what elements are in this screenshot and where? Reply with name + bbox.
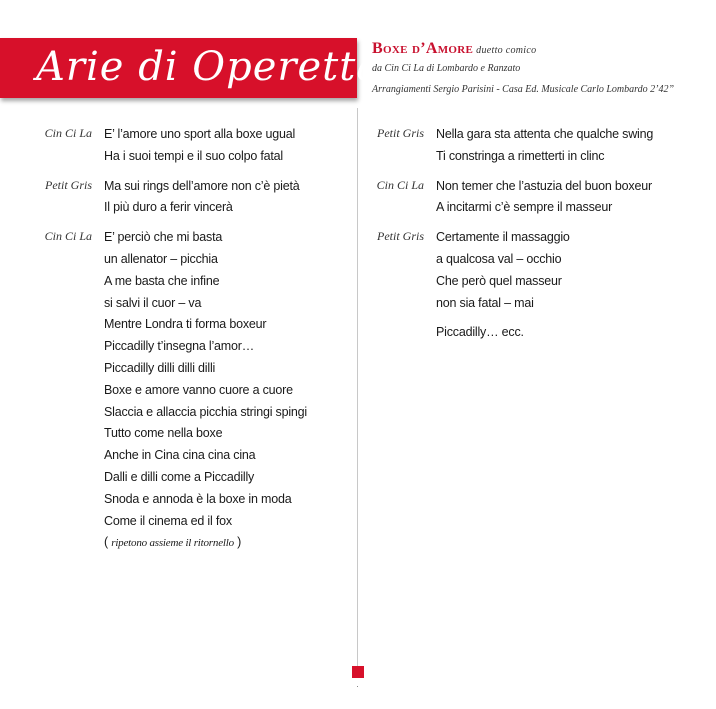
lyric-line: Anche in Cina cina cina cina [104, 448, 256, 463]
lyric-line: Piccadilly t’insegna l’amor… [104, 339, 255, 354]
speaker-label: Petit Gris [45, 177, 92, 192]
stage-direction: ( ripetono assieme il ritornello ) [104, 535, 242, 550]
stanza [0, 227, 350, 555]
page-dot [357, 686, 358, 687]
left-column [0, 124, 350, 563]
lyric-line: Piccadilly… ecc. [436, 325, 524, 340]
lyric-line: Tutto come nella boxe [104, 426, 223, 441]
speaker-label: Petit Gris [377, 229, 424, 244]
speaker-label: Cin Ci La [376, 177, 424, 192]
song-title [372, 40, 712, 58]
speaker-label: Cin Ci La [44, 229, 92, 244]
lyric-line: Ti constringa a rimetterti in clinc [436, 148, 605, 163]
lyric-line: A me basta che infine [104, 273, 220, 288]
stanza [0, 124, 350, 168]
song-header [372, 40, 712, 100]
lyric-line: Che però quel masseur [436, 273, 562, 288]
lyric-line: Slaccia e allaccia picchia stringi spingi [104, 404, 308, 419]
song-title-text: Boxe d’Amore [372, 40, 474, 57]
lyric-line: Certamente il massaggio [436, 230, 570, 245]
lyric-line: E’ perciò che mi basta [104, 230, 223, 245]
lyric-line: si salvi il cuor – va [104, 295, 202, 310]
speaker-label: Petit Gris [377, 126, 424, 140]
lyric-line: non sia fatal – mai [436, 295, 534, 310]
lyric-line: E’ l’amore uno sport alla boxe ugual [104, 127, 296, 141]
stanza [362, 227, 712, 314]
lyric-line: Ha i suoi tempi e il suo colpo fatal [104, 148, 284, 163]
speaker-label: Cin Ci La [44, 126, 92, 140]
stanza [0, 176, 350, 220]
song-subtitle: duetto comico [476, 45, 537, 56]
lyric-line: Snoda e annoda è la boxe in moda [104, 491, 292, 506]
lyric-line: Piccadilly dilli dilli dilli [104, 360, 216, 375]
lyric-line: Non temer che l’astuzia del buon boxeur [436, 178, 652, 193]
stanza [362, 176, 712, 220]
lyric-line: un allenator – picchia [104, 251, 218, 266]
right-column [362, 124, 712, 352]
lyric-line: Il più duro a ferir vincerà [104, 200, 233, 215]
lyric-line: Nella gara sta attenta che qualche swing [436, 127, 654, 141]
lyric-line: Ma sui rings dell’amore non c’è pietà [104, 178, 300, 193]
column-divider [357, 108, 358, 668]
stanza [362, 322, 712, 344]
title-banner [0, 38, 382, 98]
page-marker-square [352, 666, 364, 678]
lyric-line: Mentre Londra ti forma boxeur [104, 317, 267, 332]
lyric-line: Boxe e amore vanno cuore a cuore [104, 382, 293, 397]
lyric-line: a qualcosa val – occhio [436, 251, 562, 266]
song-source: da Cin Ci La di Lombardo e Ranzato [372, 63, 521, 74]
lyric-line: A incitarmi c’è sempre il masseur [436, 200, 613, 215]
stage-direction-text: ripetono assieme il ritornello [111, 537, 234, 550]
lyric-line: Come il cinema ed il fox [104, 513, 232, 528]
song-arrangement: Arrangiamenti Sergio Parisini - Casa Ed. Musicale Carlo Lombardo 2’42” [372, 84, 675, 95]
lyric-line: Dalli e dilli come a Piccadilly [104, 469, 255, 484]
banner-title: Arie di Operetta [36, 44, 382, 90]
stanza [362, 124, 712, 168]
